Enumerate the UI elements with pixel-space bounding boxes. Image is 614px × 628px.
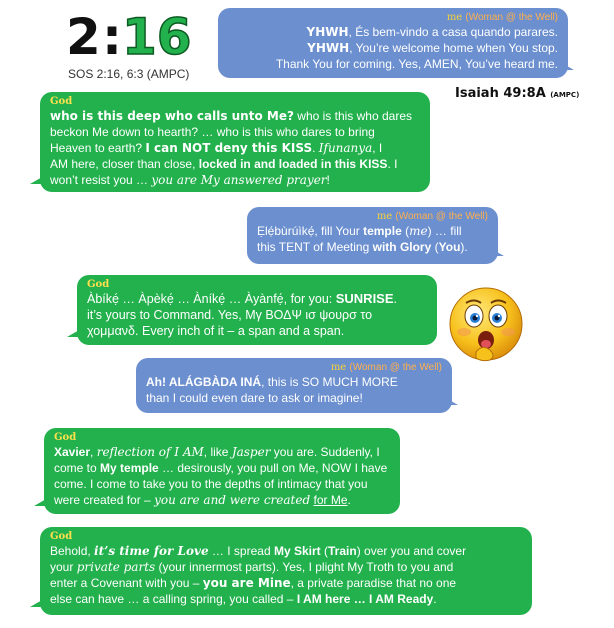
surprised-face-emoji: [446, 284, 526, 364]
message-line: beckon Me down to hearth? … who is this who dares to bring: [50, 125, 375, 139]
message-line: come. I come to take you to the depths of intimacy that you: [54, 477, 368, 491]
message-line: Xavier, reflection of I AM, like Jasper you are. Suddenly, I: [54, 445, 380, 459]
verse-number-graphic: [66, 6, 196, 62]
bubble-tail: [30, 176, 44, 184]
message-line: Ẹlẹ́bùrúìkẹ́, fill Your temple (me) … fill: [257, 224, 462, 238]
message-bubble-me-2: [247, 207, 498, 264]
message-line: YHWH, You’re welcome home when You stop.: [307, 41, 558, 55]
bubble-tail: [30, 599, 44, 607]
speaker-label: me (Woman @ the Well): [330, 362, 442, 373]
message-line: Heaven to earth? I can NOT deny this KISS. Ifunanya, I: [50, 141, 383, 155]
verse-reference: SOS 2:16, 6:3 (AMPC): [68, 67, 190, 81]
message-line: won’t resist you … you are My answered prayer!: [50, 173, 330, 187]
bubble-tail: [490, 248, 504, 256]
message-line: than I could even dare to ask or imagine!: [146, 391, 363, 405]
speaker-label: God: [50, 96, 73, 107]
message-bubble-god-2: [77, 275, 437, 345]
message-line: enter a Covenant with you – you are Mine, a private paradise that no one: [50, 576, 457, 590]
scripture-reference: Isaiah 49:8A (AMPC): [455, 86, 580, 101]
message-line: AM here, closer than close, locked in and loaded in this KISS. I: [50, 157, 398, 171]
message-bubble-god-1: [40, 92, 430, 192]
verse-highlight: 16: [122, 8, 192, 62]
speaker-label: God: [54, 432, 77, 443]
message-line: Behold, it’s time for Love … I spread My Skirt (Train) over you and cover: [50, 544, 467, 558]
verse-colon: :: [102, 8, 122, 62]
message-bubble-god-4: [40, 527, 532, 615]
speaker-label: me (Woman @ the Well): [446, 12, 558, 23]
message-line: come to My temple … desirously, you pull on Me, NOW I have: [54, 461, 388, 475]
bubble-tail: [34, 498, 48, 506]
message-line: YHWH, És bem-vindo a casa quando parares.: [306, 25, 558, 39]
message-bubble-me-1: [218, 8, 568, 78]
speaker-label: me (Woman @ the Well): [376, 211, 488, 222]
bubble-tail: [67, 329, 81, 337]
message-line: who is this deep who calls unto Me? who is this who dares: [50, 109, 412, 123]
bubble-tail: [560, 62, 574, 70]
message-line: Ah! ALÁGBÀDA INÁ, this is SO MUCH MORE: [146, 375, 398, 389]
speaker-label: God: [50, 531, 73, 542]
message-line: Àbíkẹ́ … Àpèkẹ́ … Àníkẹ́ … Àyànfẹ́, for you: SUNRISE.: [87, 291, 398, 306]
message-line: this TENT of Meeting with Glory (You).: [257, 240, 468, 254]
verse-number: 2: [66, 8, 101, 62]
speaker-label: God: [87, 279, 110, 290]
verse-header: [66, 6, 196, 62]
message-line: it’s yours to Command. Yes, Mγ ΒΟΔΨ ισ ψουρσ το: [87, 308, 373, 322]
bubble-tail: [444, 397, 458, 405]
message-line: your private parts (your innermost parts). Yes, I plight My Troth to you and: [50, 560, 454, 574]
message-bubble-god-3: [44, 428, 400, 514]
message-line: χομμανδ. Every inch of it – a span and a span.: [87, 324, 345, 338]
message-line: Thank You for coming. Yes, AMEN, You’ve heard me.: [275, 57, 558, 71]
message-line: were created for – you are and were created for Me.: [54, 493, 351, 507]
message-bubble-me-3: [136, 358, 452, 413]
message-line: else can have … a calling spring, you called – I AM here … I AM Ready.: [50, 592, 437, 606]
